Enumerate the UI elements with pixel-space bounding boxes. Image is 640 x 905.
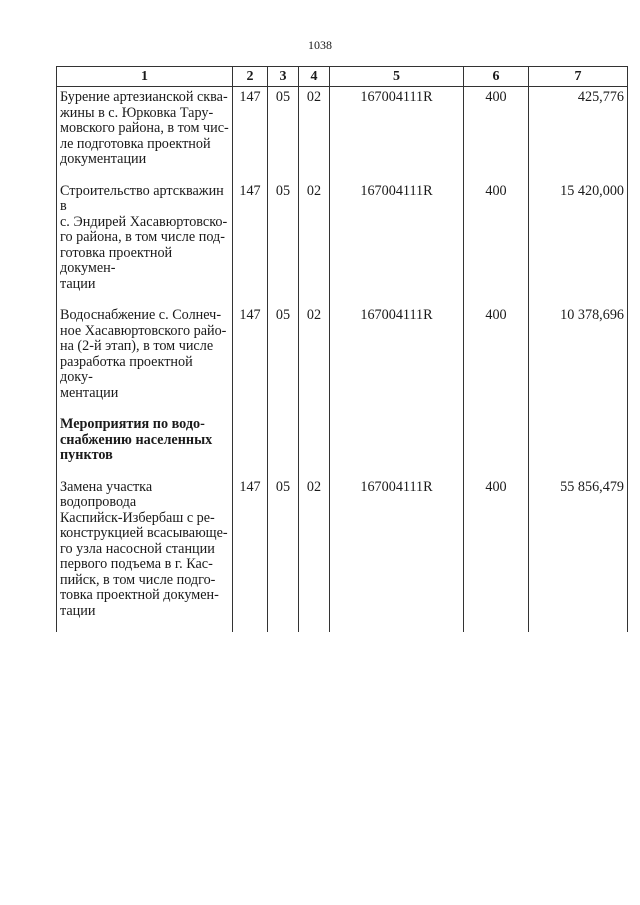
code-col-6: 400 bbox=[464, 87, 529, 181]
code-col-3 bbox=[268, 414, 299, 477]
column-header: 5 bbox=[330, 67, 464, 87]
code-col-6: 400 bbox=[464, 181, 529, 306]
amount bbox=[529, 414, 628, 477]
table-row bbox=[57, 181, 628, 306]
code-col-5: 167004111R bbox=[330, 305, 464, 414]
code-col-4: 02 bbox=[299, 477, 330, 633]
table-header bbox=[57, 67, 628, 87]
code-col-4: 02 bbox=[299, 305, 330, 414]
table-row bbox=[57, 87, 628, 181]
code-col-3: 05 bbox=[268, 181, 299, 306]
code-col-3: 05 bbox=[268, 305, 299, 414]
code-col-2 bbox=[233, 414, 268, 477]
column-header: 6 bbox=[464, 67, 529, 87]
table-row bbox=[57, 305, 628, 414]
item-name: Строительство артскважин в с. Эндирей Хасавюртовско- го района, в том числе под- готовка проектной докумен- тации bbox=[57, 181, 233, 306]
code-col-6 bbox=[464, 414, 529, 477]
code-col-2: 147 bbox=[233, 477, 268, 633]
code-col-5: 167004111R bbox=[330, 87, 464, 181]
code-col-2: 147 bbox=[233, 181, 268, 306]
code-col-4: 02 bbox=[299, 181, 330, 306]
amount: 15 420,000 bbox=[529, 181, 628, 306]
column-header: 4 bbox=[299, 67, 330, 87]
page-number: 1038 bbox=[308, 38, 332, 52]
amount: 425,776 bbox=[529, 87, 628, 181]
amount: 10 378,696 bbox=[529, 305, 628, 414]
code-col-3: 05 bbox=[268, 477, 299, 633]
column-header: 1 bbox=[57, 67, 233, 87]
code-col-6: 400 bbox=[464, 305, 529, 414]
code-col-5: 167004111R bbox=[330, 181, 464, 306]
column-header: 3 bbox=[268, 67, 299, 87]
table-body bbox=[57, 87, 628, 633]
code-col-2: 147 bbox=[233, 87, 268, 181]
code-col-4: 02 bbox=[299, 87, 330, 181]
header-row bbox=[57, 67, 628, 87]
code-col-5 bbox=[330, 414, 464, 477]
item-name: Бурение артезианской сква- жины в с. Юрковка Тару- мовского района, в том чис- ле подготовка проектной документации bbox=[57, 87, 233, 181]
item-name: Замена участка водопровода Каспийск-Избербаш с ре- конструкцией всасывающе- го узла насосной станции первого подъема в г. Кас- пийск, в том числе подго- товка проектной докумен- тации bbox=[57, 477, 233, 633]
code-col-4 bbox=[299, 414, 330, 477]
item-name: Водоснабжение с. Солнеч- ное Хасавюртовского райо- на (2-й этап), в том числе разработка проектной доку- ментации bbox=[57, 305, 233, 414]
code-col-5: 167004111R bbox=[330, 477, 464, 633]
column-header: 7 bbox=[529, 67, 628, 87]
code-col-2: 147 bbox=[233, 305, 268, 414]
item-name: Мероприятия по водо- снабжению населенных пунктов bbox=[57, 414, 233, 477]
code-col-3: 05 bbox=[268, 87, 299, 181]
table-row bbox=[57, 477, 628, 633]
amount: 55 856,479 bbox=[529, 477, 628, 633]
column-header: 2 bbox=[233, 67, 268, 87]
code-col-6: 400 bbox=[464, 477, 529, 633]
table-row bbox=[57, 414, 628, 477]
budget-table bbox=[56, 66, 628, 632]
